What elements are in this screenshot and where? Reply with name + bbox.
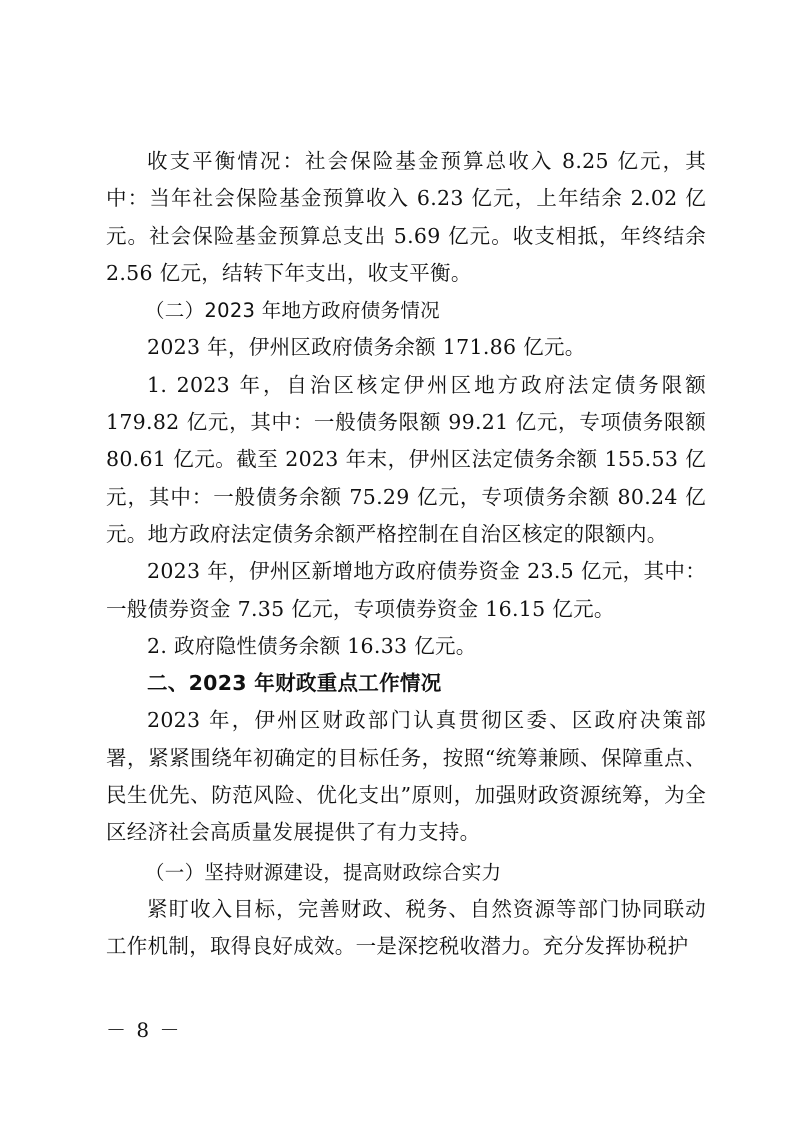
page-number: － 8 －	[106, 1018, 182, 1042]
paragraph-debt-balance: 2023 年，伊州区政府债务余额 171.86 亿元。	[147, 335, 586, 360]
paragraph-balance-summary: 收支平衡情况：社会保险基金预算总收入 8.25 亿元，其中：当年社会保险基金预算收入 6.23 亿元，上年结余 2.02 亿元。社会保险基金预算总支出 5.69 亿元。收支相抵，年终结余 2.56 亿元，结转下年支出，收支平衡。	[106, 149, 706, 285]
paragraph-debt-limit: 1. 2023 年，自治区核定伊州区地方政府法定债务限额 179.82 亿元，其中：一般债务限额 99.21 亿元，专项债务限额 80.61 亿元。截至 2023 年末，伊州区法定债务余额 155.53 亿元，其中：一般债务余额 75.29 亿元，专项债务余额 80.24 亿元。地方政府法定债务余额严格控制在自治区核定的限额内。	[106, 372, 706, 546]
section-heading-key-work: 二、2023 年财政重点工作情况	[147, 671, 442, 696]
document-body	[106, 143, 706, 966]
paragraph-hidden-debt: 2. 政府隐性债务余额 16.33 亿元。	[147, 633, 477, 658]
section-heading-revenue-sources: （一）坚持财源建设，提高财政综合实力	[145, 860, 502, 884]
section-heading-debt: （二）2023 年地方政府债务情况	[145, 299, 440, 323]
paragraph-key-work-intro: 2023 年，伊州区财政部门认真贯彻区委、区政府决策部署，紧紧围绕年初确定的目标任务，按照“统筹兼顾、保障重点、民生优先、防范风险、优化支出”原则，加强财政资源统筹，为全区经济社会高质量发展提供了有力支持。	[106, 708, 706, 845]
paragraph-new-bonds: 2023 年，伊州区新增地方政府债券资金 23.5 亿元，其中：一般债券资金 7.35 亿元，专项债券资金 16.15 亿元。	[106, 559, 706, 621]
paragraph-revenue-target: 紧盯收入目标，完善财政、税务、自然资源等部门协同联动工作机制，取得良好成效。一是深挖税收潜力。充分发挥协税护	[106, 896, 706, 959]
